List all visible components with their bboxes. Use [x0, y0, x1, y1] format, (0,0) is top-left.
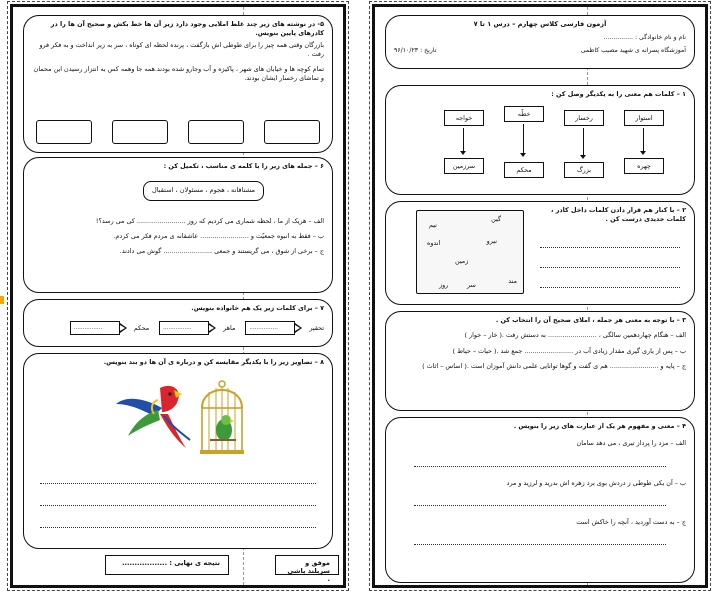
answer-line[interactable] [540, 272, 680, 288]
writing-line[interactable] [40, 472, 316, 484]
q4-answer-line[interactable] [414, 533, 666, 545]
q6-line3: ج – برخی از شوق ، می گریستند و جمعی ........................ گوش می دادند. [119, 247, 324, 256]
exam-title: آزمون فارسی کلاس چهارم – درس ۱ تا ۷ [473, 20, 607, 28]
q6-line1: الف – هریک از ما ، لحظه شماری می کردیم که روز ........................ کی می رسد؟! [95, 216, 324, 225]
wish-box: موفق و سربلند باشی . [275, 555, 339, 575]
school-name: آموزشگاه پسرانه ی شهید مصیب کاظمی [580, 46, 686, 54]
q2-word: نیم [429, 221, 437, 229]
q7-word-1: محکم [133, 323, 150, 332]
q2-word: سر [467, 281, 476, 289]
q1-connector [643, 128, 644, 152]
q3-line3: ج – پایه و ........................ هم ی گفت و گوها توانایی علمی دانش آموزان است .( اساس – اثاث ) [422, 361, 686, 370]
q7-blank-2[interactable]: ................ [159, 321, 209, 335]
q2-answer-lines [540, 232, 680, 292]
answer-box[interactable] [36, 120, 92, 144]
caged-bird-icon [196, 378, 248, 458]
q3-line1: الف – هنگام چهاردهمین سالگی ، ........................ به دستش رفت .( خار – خوار ) [464, 331, 686, 340]
q5-text1: بازرگان وقتی همه چیز را برای طوطی اش بازگفت ، پرنده لحظه ای کوتاه ، سر به زیر انداخت و به فکر فرو رفت . [39, 40, 324, 58]
writing-line[interactable] [40, 538, 316, 549]
q1-top-word-1[interactable]: استوار [624, 110, 664, 126]
question-8 [23, 353, 333, 549]
q2-word: اندوه [427, 239, 441, 247]
exam-header [385, 15, 695, 69]
q1-connector [463, 128, 464, 152]
q5-answer-boxes [36, 120, 320, 144]
q1-connector [523, 124, 524, 154]
q1-word-pairs [426, 106, 664, 186]
answer-box[interactable] [188, 120, 244, 144]
q1-bottom-word-3[interactable]: محکم [504, 162, 544, 178]
q1-instruction: ۱ – کلمات هم معنی را به یکدیگر وصل کن : [551, 90, 686, 98]
final-result-box: نتیجه ی نهایی : .................. [105, 555, 229, 575]
q7-family-chain [32, 321, 324, 335]
question-4 [385, 417, 695, 583]
q4-line1: الف – مزد را پرداز تیری ، می دهد سامان [576, 439, 686, 448]
question-7 [23, 299, 333, 347]
q4-instruction: ۴ – معنی و مفهوم هر یک از عبارت های زیر را بنویس . [513, 422, 686, 430]
margin-bullet [0, 296, 4, 304]
q2-word: روز [439, 281, 449, 289]
q1-bottom-word-1[interactable]: چهره [624, 158, 664, 174]
q6-word-bank: مشتاقانه ، هجوم ، مسئولان ، استقبال [143, 181, 264, 201]
q4-line3: ج – به دست آوردید ، آنچه را خاکش است [576, 517, 686, 526]
answer-line[interactable] [540, 232, 680, 248]
q7-instruction: ۷ – برای کلمات زیر یک هم خانواده بنویس. [191, 304, 324, 312]
writing-line[interactable] [40, 494, 316, 506]
q7-word-2: ماهر [223, 323, 236, 332]
q2-word: نیرو [486, 237, 497, 245]
q1-bottom-word-2[interactable]: بزرگ [564, 162, 604, 178]
q7-blank-1[interactable]: ................ [70, 321, 120, 335]
question-3 [385, 311, 695, 411]
q7-blank-3[interactable]: ................ [245, 321, 295, 335]
q1-top-word-4[interactable]: خواجه [444, 110, 484, 126]
q1-connector [583, 128, 584, 156]
answer-box[interactable] [112, 120, 168, 144]
q5-instruction: ۵- در نوشته های زیر چند غلط املایی وجود دارد زیر آن ها خط بکش و صحیح آن ها را در کادرهای پایین بنویس. [50, 20, 324, 38]
answer-line[interactable] [540, 252, 680, 268]
question-5 [23, 15, 333, 153]
q2-word: زمین [455, 257, 469, 265]
q8-writing-lines [40, 472, 316, 549]
q2-word-box [416, 210, 524, 294]
q2-word: مند [508, 277, 517, 285]
question-1 [385, 85, 695, 195]
question-2 [385, 201, 695, 305]
q2-instruction: ۲ – با کنار هم قرار دادن کلمات داخل کادر ، کلمات جدیدی درست کن . [551, 206, 686, 224]
q3-instruction: ۳ – با توجه به معنی هر جمله ، املای صحیح آن را انتخاب کن . [495, 316, 686, 324]
q5-text2: تمام کوچه ها و خیابان های شهر ، پاکیزه و آب وجارو شده بودند.همه جا وهمه کس به انتزار رسیدن این محمان و تماشای رخسار ایشان بودند. [33, 65, 324, 83]
q8-instruction: ۸ – تصاویر زیر را با یکدیگر مقایسه کن و درباره ی آن ها دو بند بنویس. [103, 358, 324, 366]
q1-top-word-3[interactable]: خطّه [504, 106, 544, 122]
q3-line2: ب – پس از یاری گیری مقدار زیادی آب در ........................ جمع شد .( حیات – حیاط ) [452, 346, 686, 355]
q6-line2: ب – فقط به انبوه جمعیّت و ........................ عاشقانه ی مردم فکر می کردم. [113, 232, 324, 241]
student-name-field[interactable]: نام و نام خانوادگی : ............... [603, 33, 686, 41]
answer-box[interactable] [264, 120, 320, 144]
left-page [10, 4, 346, 588]
question-6 [23, 157, 333, 293]
q4-answer-line[interactable] [414, 455, 666, 467]
q1-top-word-2[interactable]: رخسار [564, 110, 604, 126]
q1-bottom-word-4[interactable]: سرزمین [444, 158, 484, 174]
q4-answer-line[interactable] [414, 494, 666, 506]
parrot-icon [114, 378, 194, 450]
q2-word: گین [491, 215, 501, 223]
writing-line[interactable] [40, 516, 316, 528]
q6-instruction: ۶ – جمله های زیر را با کلمه ی مناسب ، تکمیل کن : [163, 162, 324, 170]
q4-line2: ب – آن یکی طوطی ز دردش بوی برد زهره اش بدرید و لرزید و مرد [506, 478, 686, 487]
exam-date: تاریخ : ۹۶/۱۰/۲۳ [394, 46, 437, 54]
right-page [372, 4, 708, 588]
q7-word-3: تحقیر [309, 323, 324, 332]
